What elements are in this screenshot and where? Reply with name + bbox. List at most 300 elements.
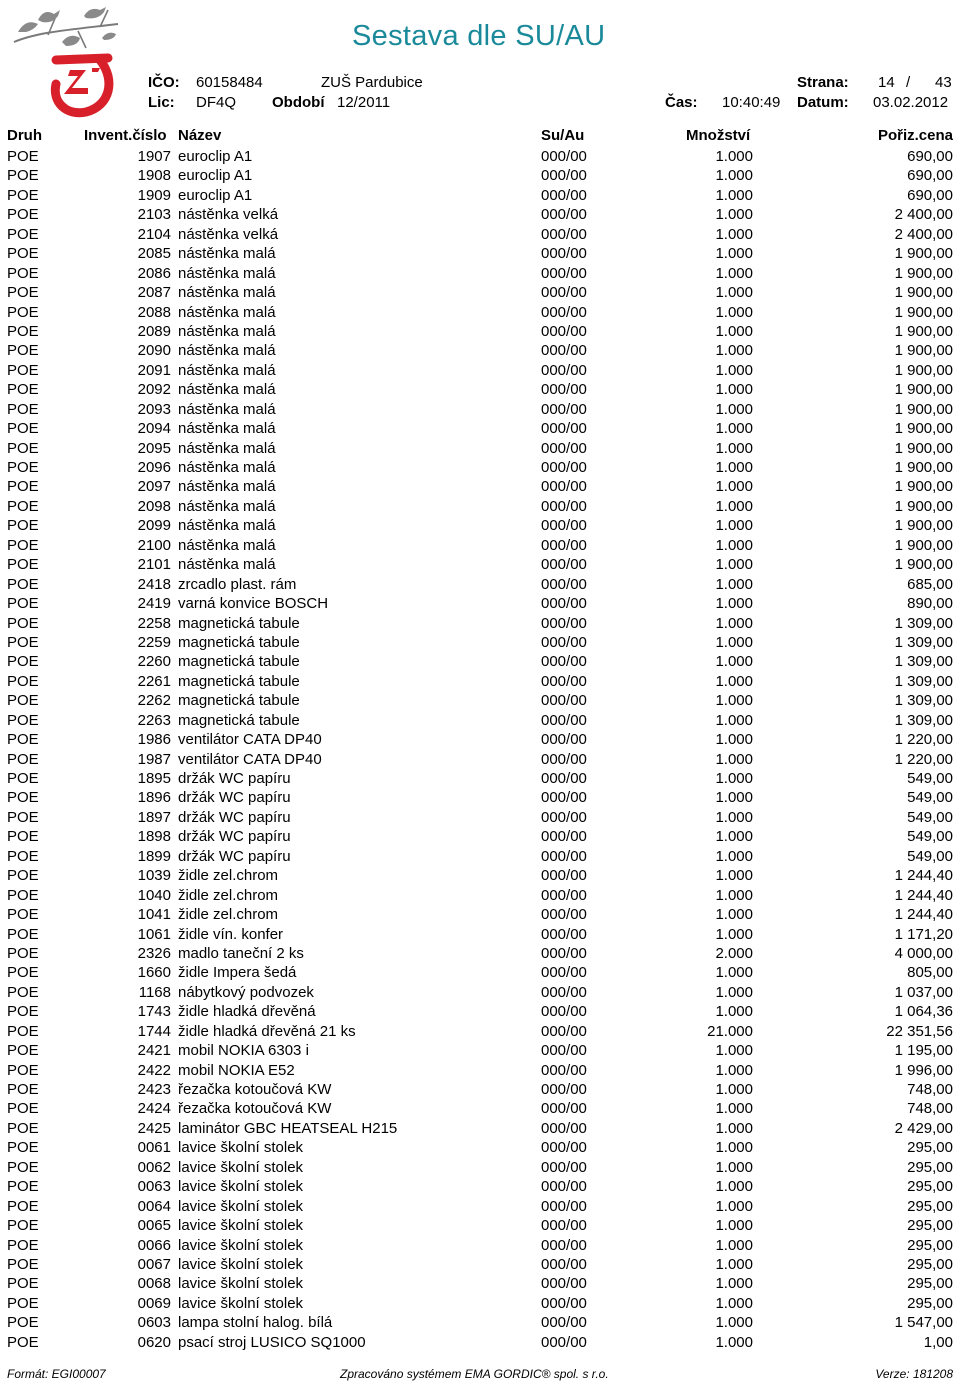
table-row [0,594,960,613]
cell-price: 1 900,00 [894,361,953,379]
cell-invent-number: 2092 [137,381,171,399]
cell-quantity: 1.000 [715,1275,753,1293]
column-header-cena: Pořiz.cena [877,127,953,144]
table-row [0,1061,960,1080]
cell-quantity: 1.000 [715,225,753,243]
cell-druh: POE [7,886,39,904]
cell-name: židle zel.chrom [178,867,279,885]
cell-price: 2 400,00 [894,225,953,243]
cell-quantity: 1.000 [715,711,753,729]
cell-su-au: 000/00 [541,886,587,904]
cell-druh: POE [7,1042,39,1060]
cell-name: nástěnka malá [178,439,276,457]
organization-name: ZUŠ Pardubice [321,74,423,91]
license-label: Lic: [148,94,175,111]
cell-druh: POE [7,925,39,943]
cell-invent-number: 1986 [137,731,171,749]
cell-druh: POE [7,322,39,340]
cell-druh: POE [7,964,39,982]
cell-druh: POE [7,789,39,807]
cell-invent-number: 0620 [137,1333,171,1351]
cell-invent-number: 0065 [137,1217,171,1235]
cell-name: nástěnka velká [178,206,279,224]
cell-su-au: 000/00 [541,711,587,729]
cell-su-au: 000/00 [541,381,587,399]
cell-druh: POE [7,1178,39,1196]
cell-name: židle hladká dřevěná [178,1003,316,1021]
cell-name: zrcadlo plast. rám [178,575,297,593]
cell-druh: POE [7,847,39,865]
cell-quantity: 1.000 [715,517,753,535]
cell-su-au: 000/00 [541,964,587,982]
cell-name: nástěnka malá [178,556,276,574]
cell-quantity: 1.000 [715,322,753,340]
cell-price: 295,00 [907,1275,953,1293]
cell-invent-number: 2091 [137,361,171,379]
table-row [0,886,960,905]
cell-invent-number: 2104 [137,225,171,243]
cell-invent-number: 2258 [137,614,171,632]
cell-price: 1 309,00 [894,653,953,671]
cell-price: 295,00 [907,1294,953,1312]
cell-name: nástěnka malá [178,381,276,399]
cell-invent-number: 0603 [137,1314,171,1332]
cell-price: 1 900,00 [894,439,953,457]
cell-price: 1 037,00 [894,983,953,1001]
cell-druh: POE [7,1081,39,1098]
cell-name: držák WC papíru [178,770,291,787]
cell-name: lavice školní stolek [178,1236,304,1254]
cell-druh: POE [7,225,39,243]
cell-quantity: 1.000 [715,595,753,613]
cell-invent-number: 2424 [137,1100,171,1118]
cell-su-au: 000/00 [541,245,587,263]
table-row [0,341,960,360]
cell-name: nástěnka malá [178,517,276,535]
cell-su-au: 000/00 [541,1003,587,1021]
cell-quantity: 1.000 [715,1294,753,1312]
cell-invent-number: 1744 [137,1022,171,1040]
cell-quantity: 1.000 [715,1003,753,1021]
table-row [0,963,960,982]
table-row [0,925,960,944]
license-value: DF4Q [196,94,237,111]
column-header-druh: Druh [7,127,42,144]
cell-invent-number: 2094 [137,420,171,438]
cell-name: lavice školní stolek [178,1255,304,1273]
cell-invent-number: 1908 [137,167,171,185]
cell-su-au: 000/00 [541,1275,587,1293]
table-row [0,439,960,458]
table-row [0,1313,960,1332]
cell-price: 549,00 [907,808,953,826]
footer-format: Formát: EGI00007 [7,1367,106,1381]
cell-quantity: 1.000 [715,284,753,302]
cell-su-au: 000/00 [541,264,587,282]
cell-invent-number: 1168 [138,983,171,1001]
cell-name: nábytkový podvozek [178,983,314,1001]
cell-su-au: 000/00 [541,653,587,671]
cell-su-au: 000/00 [541,575,587,593]
cell-name: lavice školní stolek [178,1294,304,1312]
cell-quantity: 1.000 [715,1255,753,1273]
cell-price: 549,00 [907,789,953,807]
cell-price: 2 400,00 [894,206,953,224]
cell-invent-number: 0063 [137,1178,171,1196]
cell-druh: POE [7,497,39,515]
cell-druh: POE [7,867,39,885]
cell-name: držák WC papíru [178,828,291,846]
cell-su-au: 000/00 [541,478,587,496]
table-row [0,497,960,516]
date-value: 03.02.2012 [873,94,949,111]
cell-su-au: 000/00 [541,731,587,749]
cell-su-au: 000/00 [541,789,587,807]
cell-quantity: 1.000 [715,828,753,846]
cell-su-au: 000/00 [541,303,587,321]
cell-druh: POE [7,1061,39,1079]
cell-quantity: 1.000 [715,439,753,457]
cell-name: řezačka kotoučová KW [178,1081,332,1098]
cell-su-au: 000/00 [541,400,587,418]
cell-name: nástěnka malá [178,361,276,379]
table-row [0,516,960,535]
cell-quantity: 1.000 [715,186,753,204]
cell-invent-number: 0069 [137,1294,171,1312]
table-row [0,1099,960,1118]
cell-su-au: 000/00 [541,1314,587,1332]
cell-price: 1 900,00 [894,517,953,535]
cell-su-au: 000/00 [541,595,587,613]
cell-invent-number: 2088 [137,303,171,321]
table-row [0,750,960,769]
table-row [0,1177,960,1196]
table-row [0,769,960,788]
cell-invent-number: 0068 [137,1275,171,1293]
cell-su-au: 000/00 [541,284,587,302]
table-row [0,283,960,302]
table-row [0,1294,960,1313]
cell-druh: POE [7,1275,39,1293]
cell-price: 1 900,00 [894,381,953,399]
cell-druh: POE [7,1022,39,1040]
cell-quantity: 1.000 [715,964,753,982]
table-row [0,1041,960,1060]
column-header-mnozstvi: Množství [686,127,751,144]
cell-invent-number: 1898 [137,828,171,846]
cell-quantity: 1.000 [715,731,753,749]
table-row [0,788,960,807]
cell-quantity: 1.000 [715,148,753,165]
cell-name: euroclip A1 [178,148,253,165]
cell-name: laminátor GBC HEATSEAL H215 [178,1119,398,1137]
table-row [0,166,960,185]
cell-name: lavice školní stolek [178,1197,304,1215]
cell-name: lampa stolní halog. bílá [178,1314,333,1332]
cell-quantity: 1.000 [715,245,753,263]
cell-quantity: 1.000 [715,556,753,574]
cell-druh: POE [7,206,39,224]
cell-su-au: 000/00 [541,1255,587,1273]
cell-druh: POE [7,1255,39,1273]
time-label: Čas: [665,94,698,111]
cell-druh: POE [7,692,39,710]
cell-su-au: 000/00 [541,1217,587,1235]
cell-quantity: 1.000 [715,342,753,360]
table-row [0,458,960,477]
cell-invent-number: 2421 [137,1042,171,1060]
cell-quantity: 1.000 [715,264,753,282]
cell-price: 1 900,00 [894,342,953,360]
cell-druh: POE [7,750,39,768]
cell-su-au: 000/00 [541,1294,587,1312]
cell-su-au: 000/00 [541,925,587,943]
cell-price: 1 900,00 [894,284,953,302]
table-row [0,614,960,633]
cell-su-au: 000/00 [541,1119,587,1137]
cell-invent-number: 1895 [137,770,171,787]
cell-quantity: 1.000 [715,1100,753,1118]
cell-invent-number: 2103 [137,206,171,224]
cell-druh: POE [7,459,39,476]
cell-su-au: 000/00 [541,322,587,340]
table-row [0,847,960,866]
cell-invent-number: 2099 [137,517,171,535]
cell-invent-number: 2087 [137,284,171,302]
cell-name: nástěnka malá [178,284,276,302]
cell-invent-number: 2423 [137,1081,171,1098]
cell-su-au: 000/00 [541,983,587,1001]
cell-druh: POE [7,1119,39,1137]
cell-su-au: 000/00 [541,1178,587,1196]
cell-druh: POE [7,245,39,263]
table-row [0,264,960,283]
cell-name: židle vín. konfer [178,925,284,943]
table-row [0,1158,960,1177]
cell-price: 690,00 [907,186,953,204]
cell-invent-number: 0061 [137,1139,171,1157]
table-row [0,1197,960,1216]
cell-price: 1 547,00 [894,1314,953,1332]
cell-name: držák WC papíru [178,808,291,826]
cell-su-au: 000/00 [541,906,587,924]
cell-su-au: 000/00 [541,1236,587,1254]
cell-druh: POE [7,439,39,457]
table-row [0,1274,960,1293]
cell-invent-number: 2101 [137,556,171,574]
cell-invent-number: 2100 [137,536,171,554]
cell-invent-number: 2089 [137,322,171,340]
cell-invent-number: 1743 [137,1003,171,1021]
cell-druh: POE [7,1003,39,1021]
cell-price: 1 064,36 [894,1003,953,1021]
table-row [0,225,960,244]
cell-druh: POE [7,381,39,399]
cell-name: magnetická tabule [178,711,300,729]
cell-druh: POE [7,770,39,787]
table-row [0,147,960,166]
cell-invent-number: 0064 [137,1197,171,1215]
cell-druh: POE [7,342,39,360]
cell-price: 22 351,56 [886,1022,953,1040]
cell-quantity: 1.000 [715,925,753,943]
cell-price: 1 309,00 [894,614,953,632]
cell-price: 1,00 [923,1333,953,1351]
cell-druh: POE [7,595,39,613]
cell-su-au: 000/00 [541,750,587,768]
cell-druh: POE [7,361,39,379]
table-row [0,944,960,963]
time-value: 10:40:49 [722,94,781,111]
table-row [0,419,960,438]
cell-invent-number: 2095 [137,439,171,457]
cell-quantity: 1.000 [715,478,753,496]
cell-su-au: 000/00 [541,1158,587,1176]
cell-su-au: 000/00 [541,692,587,710]
cell-price: 295,00 [907,1255,953,1273]
table-row [0,380,960,399]
cell-price: 295,00 [907,1236,953,1254]
cell-su-au: 000/00 [541,225,587,243]
report-title: Sestava dle SU/AU [352,20,606,52]
cell-quantity: 1.000 [715,886,753,904]
cell-price: 1 195,00 [894,1042,953,1060]
cell-price: 1 900,00 [894,420,953,438]
cell-druh: POE [7,1333,39,1351]
footer-system: Zpracováno systémem EMA GORDIC® spol. s r.o. [340,1367,609,1381]
column-header-su-au: Su/Au [541,127,585,144]
cell-su-au: 000/00 [541,770,587,787]
cell-invent-number: 2425 [137,1119,171,1137]
cell-name: madlo taneční 2 ks [178,944,304,962]
cell-su-au: 000/00 [541,944,587,962]
cell-quantity: 1.000 [715,1158,753,1176]
cell-invent-number: 2326 [137,944,171,962]
cell-su-au: 000/00 [541,1042,587,1060]
cell-su-au: 000/00 [541,1100,587,1118]
cell-druh: POE [7,517,39,535]
cell-quantity: 1.000 [715,536,753,554]
cell-su-au: 000/00 [541,1197,587,1215]
cell-druh: POE [7,1158,39,1176]
cell-price: 1 244,40 [894,906,953,924]
cell-price: 690,00 [907,167,953,185]
cell-invent-number: 2418 [137,575,171,593]
table-row [0,536,960,555]
cell-druh: POE [7,1197,39,1215]
cell-name: nástěnka malá [178,322,276,340]
cell-su-au: 000/00 [541,1081,587,1098]
cell-invent-number: 1039 [137,867,171,885]
cell-name: řezačka kotoučová KW [178,1100,332,1118]
cell-name: nástěnka velká [178,225,279,243]
table-row [0,808,960,827]
cell-quantity: 1.000 [715,1197,753,1215]
cell-invent-number: 2097 [137,478,171,496]
cell-price: 1 309,00 [894,672,953,690]
table-row [0,983,960,1002]
cell-name: židle zel.chrom [178,886,279,904]
cell-druh: POE [7,731,39,749]
school-logo-icon [8,2,130,120]
cell-price: 1 900,00 [894,459,953,476]
cell-quantity: 1.000 [715,1081,753,1098]
cell-price: 549,00 [907,770,953,787]
cell-su-au: 000/00 [541,148,587,165]
table-header [0,127,960,147]
cell-invent-number: 1897 [137,808,171,826]
column-header-invent: Invent.číslo [84,127,167,144]
period-label: Období [272,94,325,111]
table-row [0,1236,960,1255]
cell-invent-number: 2261 [137,672,171,690]
cell-quantity: 1.000 [715,420,753,438]
cell-name: židle Impera šedá [178,964,297,982]
table-row [0,866,960,885]
cell-name: nástěnka malá [178,264,276,282]
cell-name: držák WC papíru [178,847,291,865]
cell-druh: POE [7,711,39,729]
cell-price: 295,00 [907,1178,953,1196]
cell-invent-number: 0067 [137,1255,171,1273]
table-row [0,652,960,671]
table-row [0,633,960,652]
cell-druh: POE [7,284,39,302]
cell-price: 295,00 [907,1158,953,1176]
cell-quantity: 1.000 [715,303,753,321]
cell-invent-number: 1041 [137,906,171,924]
cell-invent-number: 1040 [137,886,171,904]
table-row [0,827,960,846]
cell-name: lavice školní stolek [178,1178,304,1196]
cell-name: nástěnka malá [178,400,276,418]
cell-price: 1 996,00 [894,1061,953,1079]
table-row [0,672,960,691]
cell-invent-number: 2090 [137,342,171,360]
table-row [0,1216,960,1235]
cell-druh: POE [7,672,39,690]
date-label: Datum: [797,94,849,111]
cell-name: mobil NOKIA 6303 i [178,1042,309,1060]
table-row [0,186,960,205]
cell-su-au: 000/00 [541,808,587,826]
table-row [0,575,960,594]
cell-name: varná konvice BOSCH [178,595,329,613]
cell-name: nástěnka malá [178,536,276,554]
cell-quantity: 1.000 [715,361,753,379]
cell-su-au: 000/00 [541,420,587,438]
cell-invent-number: 2098 [137,497,171,515]
cell-price: 1 900,00 [894,303,953,321]
cell-quantity: 1.000 [715,575,753,593]
cell-quantity: 1.000 [715,1061,753,1079]
cell-druh: POE [7,633,39,651]
cell-name: lavice školní stolek [178,1158,304,1176]
footer-version: Verze: 181208 [875,1367,953,1381]
cell-price: 1 900,00 [894,536,953,554]
cell-invent-number: 1907 [137,148,171,165]
inventory-table [0,147,960,1352]
ico-label: IČO: [148,74,180,91]
cell-price: 890,00 [907,595,953,613]
cell-su-au: 000/00 [541,614,587,632]
cell-druh: POE [7,556,39,574]
cell-price: 748,00 [907,1081,953,1098]
cell-name: nástěnka malá [178,342,276,360]
table-row [0,711,960,730]
cell-quantity: 1.000 [715,1139,753,1157]
cell-price: 1 171,20 [894,925,953,943]
